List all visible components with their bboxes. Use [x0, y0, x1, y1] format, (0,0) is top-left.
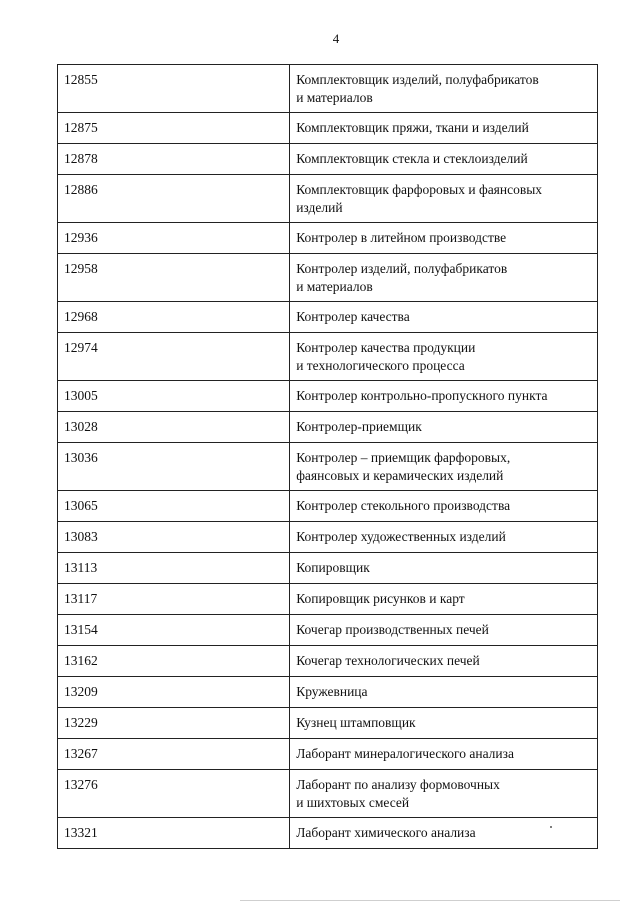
table-row — [58, 770, 598, 818]
table-row — [58, 65, 598, 113]
profession-code: 13154 — [58, 615, 290, 646]
table-row — [58, 381, 598, 412]
profession-code: 13036 — [58, 443, 290, 491]
profession-name-line: Лаборант минералогического анализа — [296, 746, 514, 761]
table-row — [58, 522, 598, 553]
profession-code: 13209 — [58, 677, 290, 708]
profession-name — [290, 412, 598, 443]
profession-name — [290, 113, 598, 144]
profession-code: 13028 — [58, 412, 290, 443]
profession-name-line: Комплектовщик фарфоровых и фаянсовых — [296, 182, 543, 197]
profession-name-line: фаянсовых и керамических изделий — [296, 468, 504, 483]
profession-name-line: изделий — [296, 200, 343, 215]
profession-name — [290, 522, 598, 553]
profession-name — [290, 770, 598, 818]
profession-code: 13229 — [58, 708, 290, 739]
profession-name — [290, 491, 598, 522]
table-row — [58, 333, 598, 381]
profession-name-line: Кружевница — [296, 684, 368, 699]
page-number: 4 — [332, 31, 340, 46]
profession-name — [290, 708, 598, 739]
profession-name — [290, 646, 598, 677]
profession-name-line: Комплектовщик стекла и стеклоизделий — [296, 151, 528, 166]
profession-name-line: Кочегар производственных печей — [296, 622, 489, 637]
profession-name-line: и материалов — [296, 90, 373, 105]
profession-name-line: Копировщик — [296, 560, 370, 575]
profession-name — [290, 175, 598, 223]
profession-code: 13083 — [58, 522, 290, 553]
profession-name — [290, 223, 598, 254]
profession-name — [290, 739, 598, 770]
table-row — [58, 615, 598, 646]
profession-code: 13065 — [58, 491, 290, 522]
profession-code: 12936 — [58, 223, 290, 254]
page-bottom-edge — [240, 900, 620, 901]
profession-code: 12968 — [58, 302, 290, 333]
profession-name — [290, 553, 598, 584]
table-row — [58, 739, 598, 770]
scan-speck — [550, 826, 552, 828]
profession-name-line: Контролер качества — [296, 309, 410, 324]
profession-code: 13321 — [58, 818, 290, 849]
table-row — [58, 584, 598, 615]
table-row — [58, 443, 598, 491]
profession-code: 12958 — [58, 254, 290, 302]
table-row — [58, 818, 598, 849]
profession-name-line: Контролер контрольно-пропускного пункта — [296, 388, 548, 403]
profession-table — [57, 64, 598, 849]
table-row — [58, 491, 598, 522]
profession-name — [290, 584, 598, 615]
table-row — [58, 708, 598, 739]
profession-code: 12855 — [58, 65, 290, 113]
profession-name-line: Комплектовщик изделий, полуфабрикатов — [296, 72, 539, 87]
profession-name-line: Контролер-приемщик — [296, 419, 422, 434]
profession-code: 13113 — [58, 553, 290, 584]
table-row — [58, 412, 598, 443]
profession-code: 12875 — [58, 113, 290, 144]
profession-name-line: и материалов — [296, 279, 373, 294]
profession-code: 12974 — [58, 333, 290, 381]
table-row — [58, 677, 598, 708]
profession-name-line: Контролер – приемщик фарфоровых, — [296, 450, 511, 465]
profession-name — [290, 65, 598, 113]
profession-name-line: и шихтовых смесей — [296, 795, 410, 810]
profession-name — [290, 677, 598, 708]
profession-table-body — [58, 65, 598, 849]
profession-name-line: Контролер изделий, полуфабрикатов — [296, 261, 508, 276]
table-row — [58, 646, 598, 677]
profession-name — [290, 302, 598, 333]
profession-name-line: Лаборант химического анализа — [296, 825, 476, 840]
profession-name-line: Лаборант по анализу формовочных — [296, 777, 500, 792]
profession-code: 12878 — [58, 144, 290, 175]
profession-name — [290, 818, 598, 849]
profession-name-line: Копировщик рисунков и карт — [296, 591, 465, 606]
table-row — [58, 113, 598, 144]
profession-name — [290, 381, 598, 412]
profession-name-line: и технологического процесса — [296, 358, 465, 373]
profession-name-line: Кочегар технологических печей — [296, 653, 480, 668]
profession-code: 13276 — [58, 770, 290, 818]
profession-name-line: Контролер в литейном производстве — [296, 230, 507, 245]
profession-name — [290, 254, 598, 302]
profession-name — [290, 144, 598, 175]
table-row — [58, 175, 598, 223]
profession-code: 13005 — [58, 381, 290, 412]
profession-name-line: Комплектовщик пряжи, ткани и изделий — [296, 120, 529, 135]
profession-code: 13267 — [58, 739, 290, 770]
profession-name-line: Контролер качества продукции — [296, 340, 476, 355]
table-row — [58, 553, 598, 584]
table-row — [58, 223, 598, 254]
profession-code: 13162 — [58, 646, 290, 677]
profession-name — [290, 443, 598, 491]
profession-name-line: Контролер художественных изделий — [296, 529, 506, 544]
profession-name-line: Контролер стекольного производства — [296, 498, 511, 513]
table-row — [58, 302, 598, 333]
table-row — [58, 144, 598, 175]
profession-name — [290, 333, 598, 381]
table-row — [58, 254, 598, 302]
profession-code: 13117 — [58, 584, 290, 615]
profession-code: 12886 — [58, 175, 290, 223]
profession-name — [290, 615, 598, 646]
profession-name-line: Кузнец штамповщик — [296, 715, 416, 730]
